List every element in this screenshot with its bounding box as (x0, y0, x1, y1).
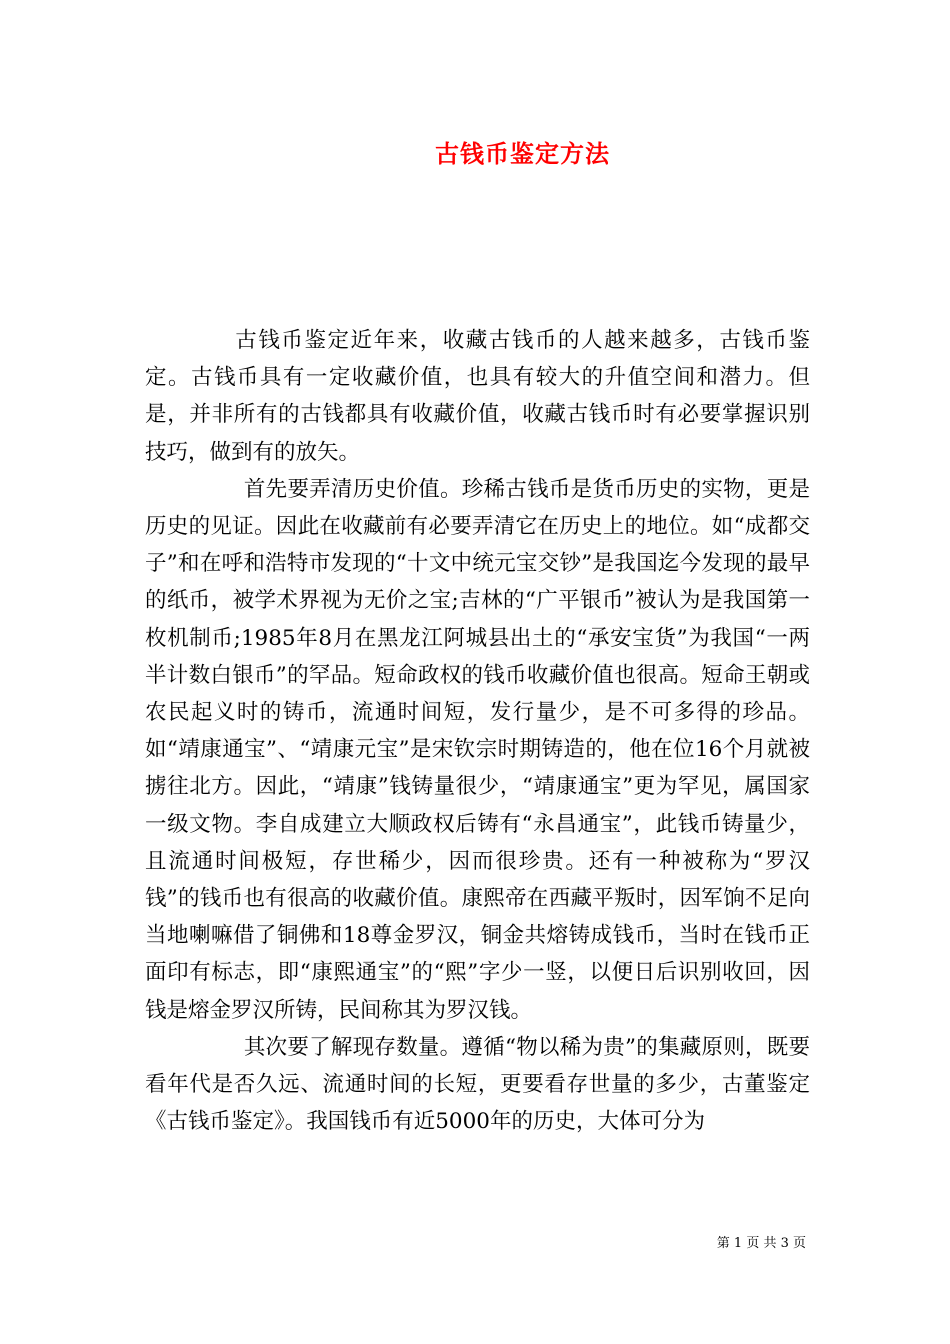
paragraph-existing-quantity: 其次要了解现存数量。遵循“物以稀为贵”的集藏原则，既要看年代是否久远、流通时间的长短，更要看存世量的多少，古董鉴定《古钱币鉴定》。我国钱币有近5000年的历史，大体可分为 (145, 1034, 810, 1135)
document-body (145, 322, 810, 1140)
paragraph-intro: 古钱币鉴定近年来，收藏古钱币的人越来越多，古钱币鉴定。古钱币具有一定收藏价值，也具有较大的升值空间和潜力。但是，并非所有的古钱都具有收藏价值，收藏古钱币时有必要掌握识别技巧，做到有的放矢。 (145, 328, 810, 465)
paragraph-history-value: 首先要弄清历史价值。珍稀古钱币是货币历史的实物，更是历史的见证。因此在收藏前有必要弄清它在历史上的地位。如“成都交子”和在呼和浩特市发现的“十文中统元宝交钞”是我国迄今发现的最早的纸币，被学术界视为无价之宝;吉林的“广平银币”被认为是我国第一枚机制币;1985年8月在黑龙江阿城县出土的“承安宝货”为我国“一两半计数白银币”的罕品。短命政权的钱币收藏价值也很高。短命王朝或农民起义时的铸币，流通时间短，发行量少，是不可多得的珍品。如“靖康通宝”、“靖康元宝”是宋钦宗时期铸造的，他在位16个月就被掳往北方。因此，“靖康”钱铸量很少，“靖康通宝”更为罕见，属国家一级文物。李自成建立大顺政权后铸有“永昌通宝”，此钱币铸量少，且流通时间极短，存世稀少，因而很珍贵。还有一种被称为“罗汉钱”的钱币也有很高的收藏价值。康熙帝在西藏平叛时，因军饷不足向当地喇嘛借了铜佛和18尊金罗汉，铜金共熔铸成钱币，当时在钱币正面印有标志，即“康熙通宝”的“熙”字少一竖，以便日后识别收回，因钱是熔金罗汉所铸，民间称其为罗汉钱。 (145, 476, 810, 1023)
document-title: 古钱币鉴定方法 (435, 139, 610, 168)
page-footer: 第 1 页 共 3 页 (716, 1236, 806, 1251)
